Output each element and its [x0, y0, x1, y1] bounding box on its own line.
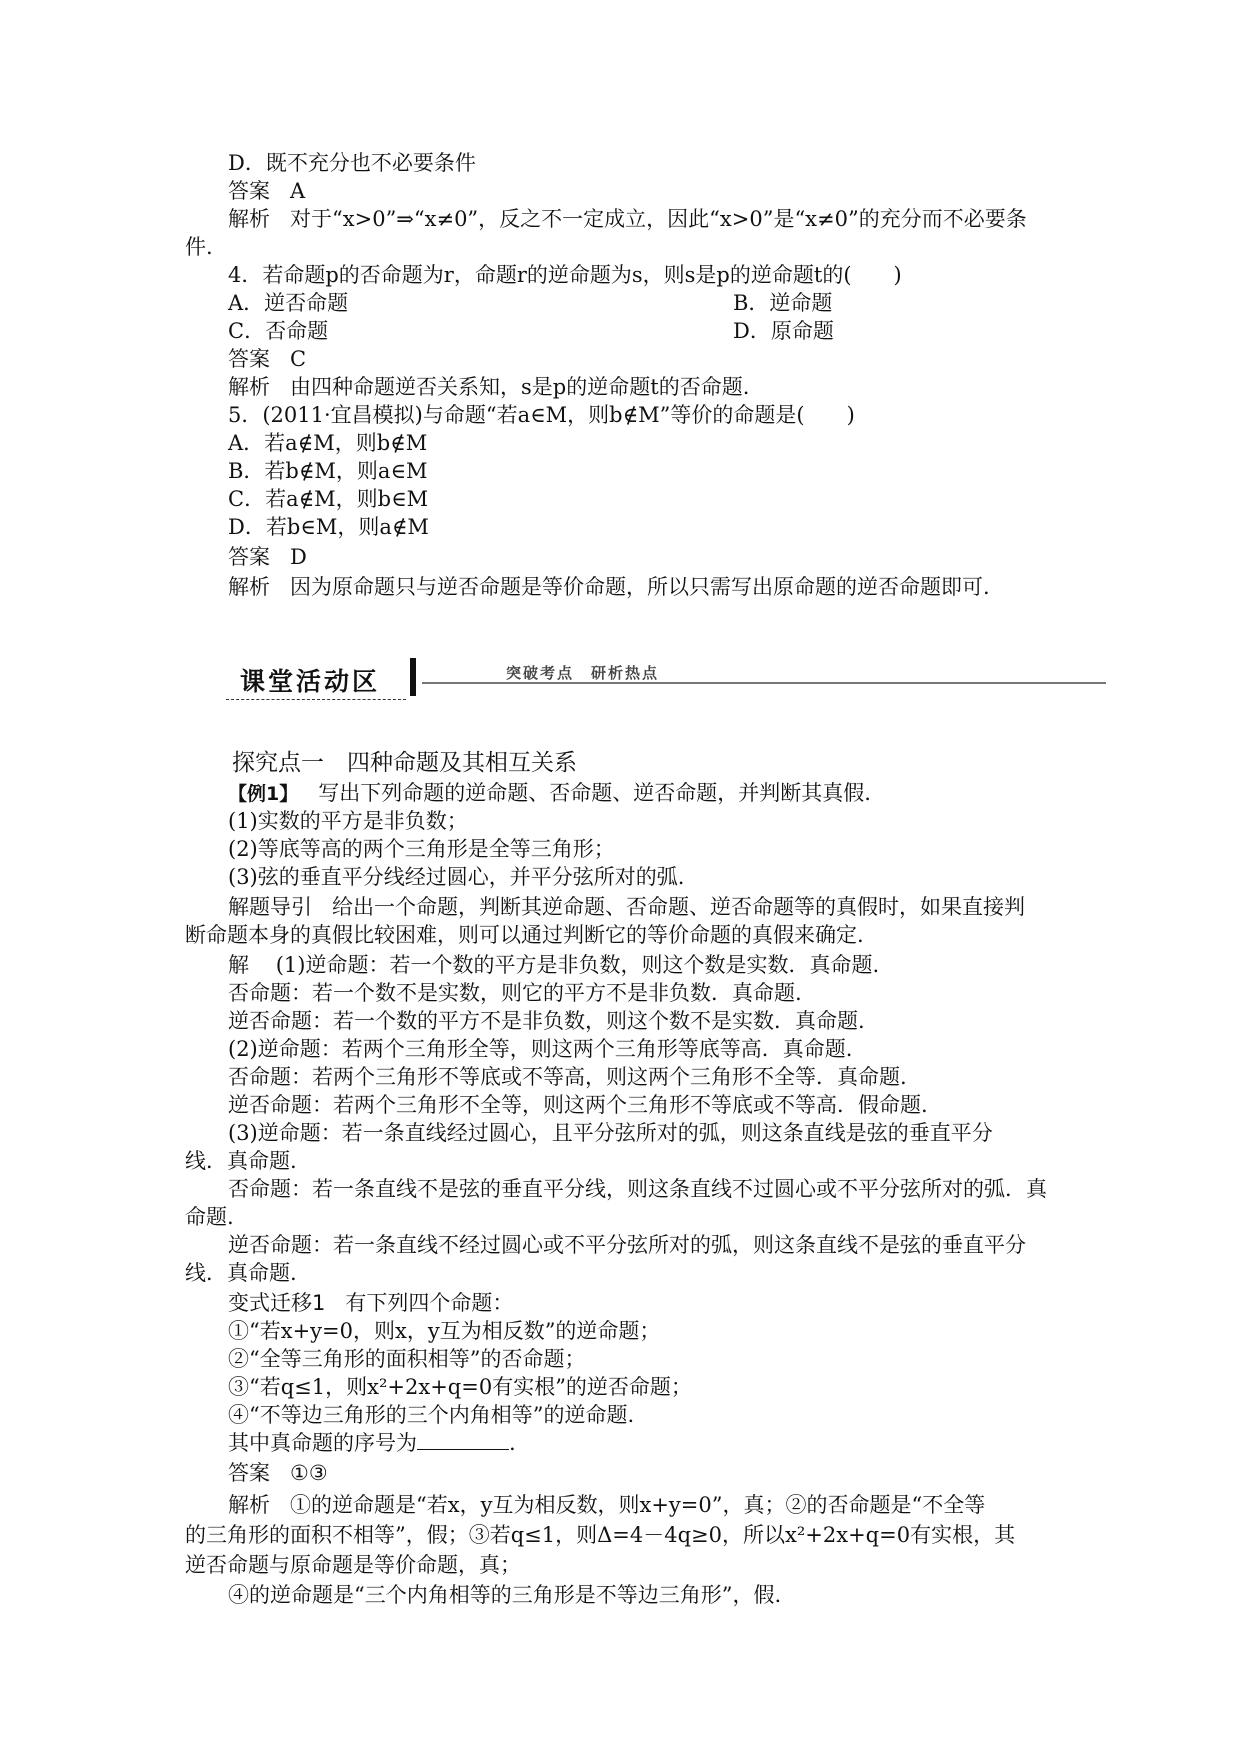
q5-analysis-row [228, 574, 990, 600]
answer-value: A [290, 179, 306, 203]
analysis-text: 对于“x>0”⇒“x≠0”，反之不一定成立，因此“x>0”是“x≠0”的充分而不必要条 [290, 207, 1027, 231]
example-item-2: (2)等底等高的两个三角形是全等三角形； [228, 837, 615, 861]
analysis-row [228, 206, 1027, 232]
analysis-text-cont: 的三角形的面积不相等”，假；③若q≤1，则Δ=4－4q≥0，所以x²+2x+q=0有实根，其 [185, 1523, 1016, 1547]
answer-row [228, 178, 305, 204]
fill-in-period: . [509, 1431, 516, 1455]
q4-option-a: A．逆否命题 [228, 291, 349, 315]
variant-item-4: ④“不等边三角形的三个内角相等”的逆命题. [228, 1403, 635, 1427]
answer-value: C [290, 347, 307, 371]
answer-value: D [290, 545, 307, 569]
analysis-text: 因为原命题只与逆否命题是等价命题，所以只需写出原命题的逆否命题即可. [290, 575, 990, 599]
solution-line: (3)逆命题：若一条直线经过圆心，且平分弦所对的弧，则这条直线是弦的垂直平分 [228, 1121, 993, 1145]
solution-line: 否命题：若两个三角形不等底或不等高，则这两个三角形不全等．真命题. [228, 1065, 907, 1089]
variant-item-1: ①“若x+y=0，则x，y互为相反数”的逆命题； [228, 1319, 661, 1343]
question-5: 5．(2011·宜昌模拟)与命题“若a∈M，则b∉M”等价的命题是( ) [228, 403, 855, 427]
answer-blank [417, 1431, 509, 1450]
analysis-text-cont: 件. [185, 235, 213, 259]
variant-prompt: 有下列四个命题： [345, 1291, 514, 1315]
analysis-text-line: ④的逆命题是“三个内角相等的三角形是不等边三角形”，假. [228, 1583, 782, 1607]
q5-option-d: D．若b∈M，则a∉M [228, 515, 429, 539]
solution-line: 逆否命题：若一条直线不经过圆心或不平分弦所对的弧，则这条直线不是弦的垂直平分 [228, 1233, 1026, 1257]
solution-line: 否命题：若一条直线不是弦的垂直平分线，则这条直线不过圆心或不平分弦所对的弧．真 [228, 1177, 1047, 1201]
variant-item-3: ③“若q≤1，则x²+2x+q=0有实根”的逆否命题； [228, 1375, 692, 1399]
solution-line: 逆否命题：若一个数的平方不是非负数，则这个数不是实数．真命题. [228, 1009, 865, 1033]
question-4: 4．若命题p的否命题为r，命题r的逆命题为s，则s是p的逆命题t的( ) [228, 263, 902, 287]
analysis-label: 解析 [228, 575, 270, 599]
q4-analysis-row [228, 374, 749, 400]
option-d: D．既不充分也不必要条件 [228, 151, 476, 175]
solution-line-cont: 线．真命题. [185, 1149, 297, 1173]
example-prompt: 写出下列命题的逆命题、否命题、逆否命题，并判断其真假. [318, 781, 871, 805]
solution-row [228, 952, 879, 978]
banner-title: 课堂活动区 [240, 667, 381, 696]
variant-label: 变式迁移1 [228, 1291, 326, 1315]
q5-option-b: B．若b∉M，则a∈M [228, 459, 428, 483]
variant-answer-row [228, 1460, 328, 1486]
example-item-1: (1)实数的平方是非负数； [228, 809, 468, 833]
answer-value: ①③ [290, 1461, 328, 1485]
analysis-text: 由四种命题逆否关系知，s是p的逆命题t的否命题. [290, 375, 750, 399]
banner-underline [226, 699, 406, 700]
answer-label: 答案 [228, 545, 270, 569]
guide-text: 给出一个命题，判断其逆命题、否命题、逆否命题等的真假时，如果直接判 [332, 895, 1026, 919]
section-title: 探究点一 四种命题及其相互关系 [232, 750, 577, 776]
q5-answer-row [228, 544, 307, 570]
q5-option-c: C．若a∉M，则b∈M [228, 487, 429, 511]
solution-line-cont: 命题. [185, 1205, 234, 1229]
q5-option-a: A．若a∉M，则b∉M [228, 431, 428, 455]
section-banner [226, 658, 1106, 718]
answer-label: 答案 [228, 1461, 270, 1485]
answer-label: 答案 [228, 347, 270, 371]
solution-text: (1)逆命题：若一个数的平方是非负数，则这个数是实数．真命题. [275, 953, 880, 977]
variant-item-2: ②“全等三角形的面积相等”的否命题； [228, 1347, 586, 1371]
q4-options-row-2 [228, 318, 834, 344]
analysis-label: 解析 [228, 207, 270, 231]
variant-row [228, 1290, 513, 1316]
q4-option-c: C．否命题 [228, 319, 329, 343]
analysis-label: 解析 [228, 375, 270, 399]
guide-label: 解题导引 [228, 895, 312, 919]
q4-option-d: D．原命题 [733, 319, 834, 343]
solution-label: 解 [228, 953, 249, 977]
guide-row [228, 894, 1025, 920]
analysis-label: 解析 [228, 1493, 270, 1517]
q4-options-row-1 [228, 290, 833, 316]
analysis-text: ①的逆命题是“若x，y互为相反数，则x+y=0”，真；②的否命题是“不全等 [290, 1493, 986, 1517]
banner-divider-bar [410, 658, 416, 696]
fill-in-row [228, 1430, 516, 1456]
fill-in-prompt: 其中真命题的序号为 [228, 1431, 417, 1455]
example-1-row [228, 780, 871, 807]
guide-text-cont: 断命题本身的真假比较困难，则可以通过判断它的等价命题的真假来确定. [185, 923, 864, 947]
variant-analysis-row [228, 1492, 985, 1518]
example-item-3: (3)弦的垂直平分线经过圆心，并平分弦所对的弧. [228, 865, 685, 889]
q4-answer-row [228, 346, 306, 372]
solution-line: 逆否命题：若两个三角形不全等，则这两个三角形不等底或不等高．假命题. [228, 1093, 928, 1117]
q4-option-b: B．逆命题 [733, 291, 833, 315]
example-label: 【例1】 [228, 783, 299, 805]
answer-label: 答案 [228, 179, 270, 203]
analysis-text-cont: 逆否命题与原命题是等价命题，真； [185, 1553, 521, 1577]
banner-subtitle: 突破考点 研析热点 [506, 664, 660, 682]
solution-line: (2)逆命题：若两个三角形全等，则这两个三角形等底等高．真命题. [228, 1037, 853, 1061]
solution-line: 否命题：若一个数不是实数，则它的平方不是非负数．真命题. [228, 981, 802, 1005]
solution-line-cont: 线．真命题. [185, 1261, 297, 1285]
